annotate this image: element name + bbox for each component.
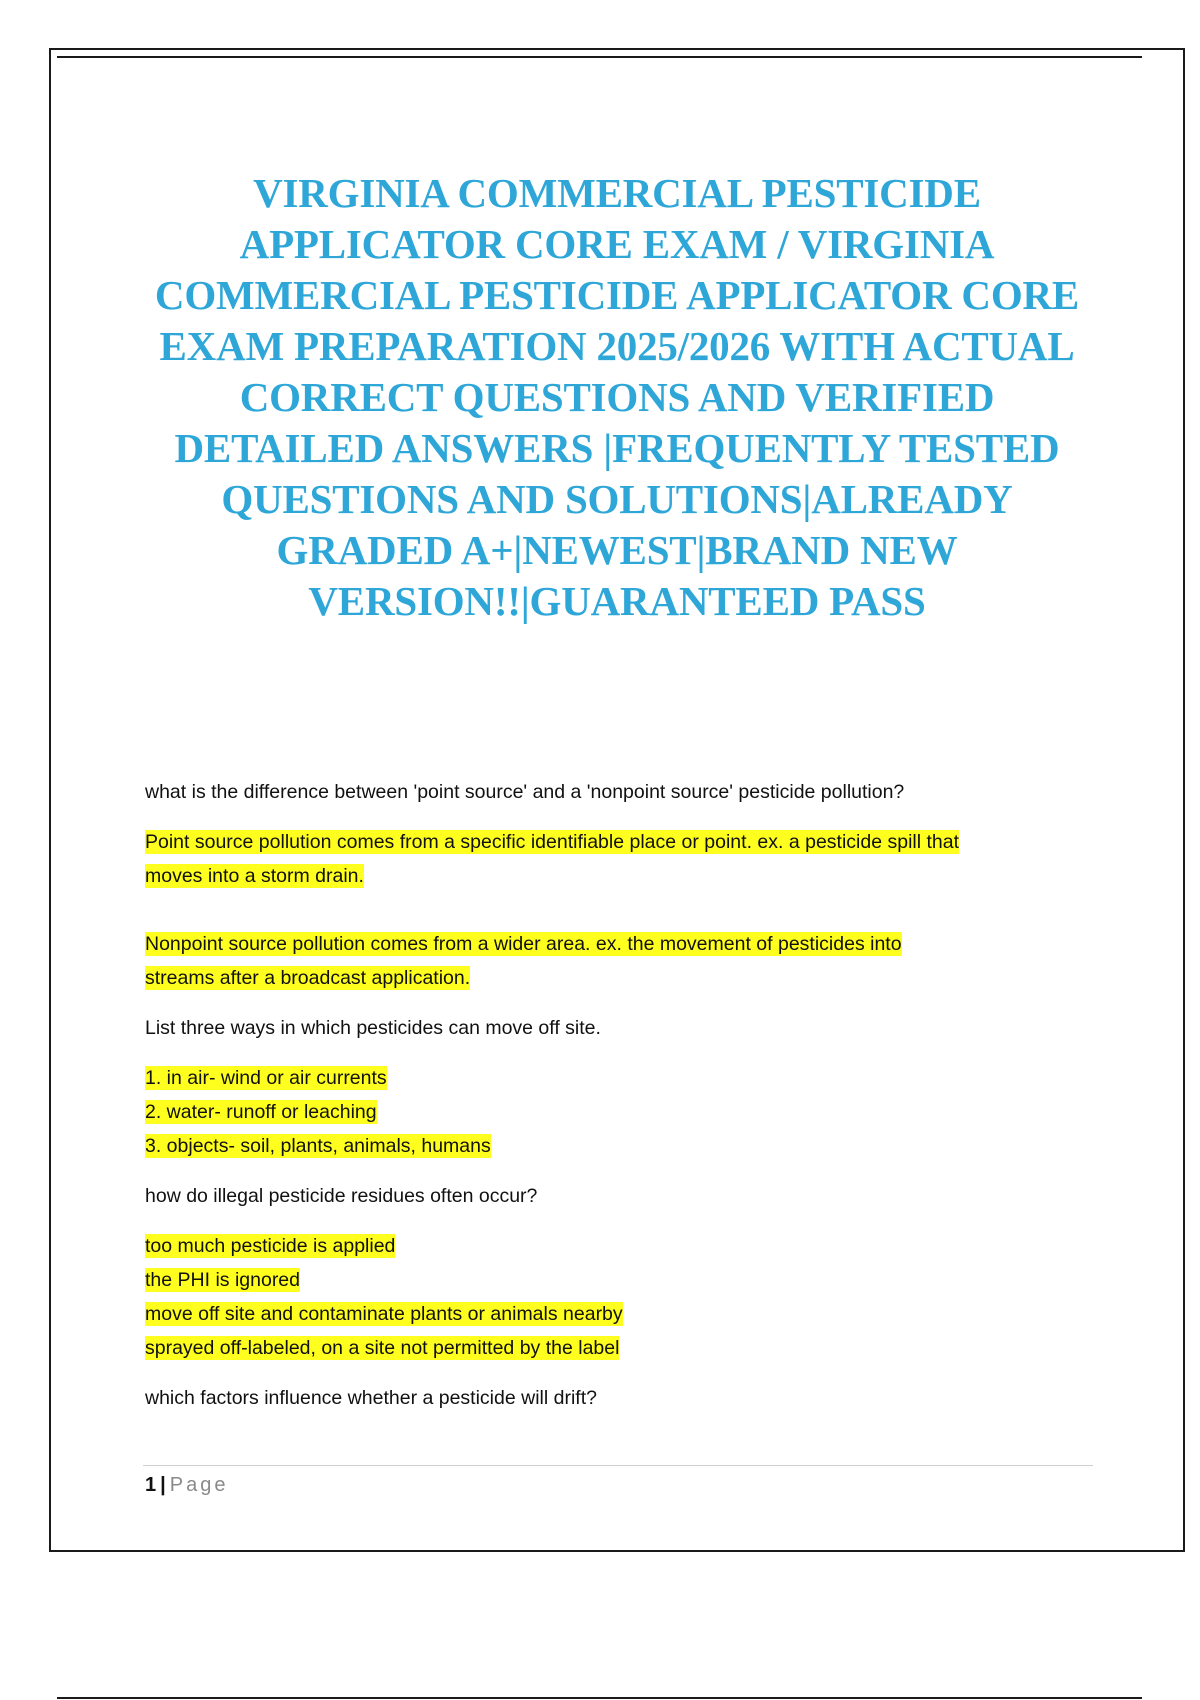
answer-2 xyxy=(145,1061,1090,1163)
question-4: which factors influence whether a pesticide will drift? xyxy=(145,1387,597,1409)
document-title: VIRGINIA COMMERCIAL PESTICIDE APPLICATOR CORE EXAM / VIRGINIA COMMERCIAL PESTICIDE APPLICATOR CORE EXAM PREPARATION 2025/2026 WITH ACTUAL CORRECT QUESTIONS AND VERIFIED DETAILED ANSWERS |FREQUENTLY TESTED QUESTIONS AND SOLUTIONS|ALREADY GRADED A+|NEWEST|BRAND NEW VERSION!!|GUARANTEED PASS xyxy=(154,170,1080,624)
answer-line: Nonpoint source pollution comes from a wider area. ex. the movement of pesticides into xyxy=(145,933,902,955)
answer-line: too much pesticide is applied xyxy=(145,1235,396,1257)
question-3: how do illegal pesticide residues often occur? xyxy=(145,1185,538,1207)
answer-line: move off site and contaminate plants or animals nearby xyxy=(145,1303,623,1325)
answer-line: sprayed off-labeled, on a site not permitted by the label xyxy=(145,1337,620,1359)
answer-1-block-2 xyxy=(145,927,1090,995)
page-footer xyxy=(145,1470,228,1500)
answer-3 xyxy=(145,1229,1090,1365)
answer-1-block-1 xyxy=(145,825,1090,893)
answer-line: the PHI is ignored xyxy=(145,1269,301,1291)
question-2: List three ways in which pesticides can move off site. xyxy=(145,1017,601,1039)
answer-line: 1. in air- wind or air currents xyxy=(145,1067,387,1089)
answer-line: Point source pollution comes from a specific identifiable place or point. ex. a pesticide spill that xyxy=(145,831,960,853)
answer-line: 3. objects- soil, plants, animals, humans xyxy=(145,1135,491,1157)
footer-rule xyxy=(143,1465,1093,1466)
answer-line: streams after a broadcast application. xyxy=(145,967,471,989)
footer-separator: | xyxy=(160,1474,166,1496)
answer-line: 2. water- runoff or leaching xyxy=(145,1101,377,1123)
page-number: 1 xyxy=(145,1474,157,1496)
next-page-top-rule xyxy=(57,1697,1142,1699)
qa-content xyxy=(145,775,1090,1415)
question-1: what is the difference between 'point source' and a 'nonpoint source' pesticide pollution? xyxy=(145,781,905,803)
answer-line: moves into a storm drain. xyxy=(145,865,364,887)
top-rule xyxy=(57,56,1142,58)
page-label: Page xyxy=(169,1474,229,1496)
